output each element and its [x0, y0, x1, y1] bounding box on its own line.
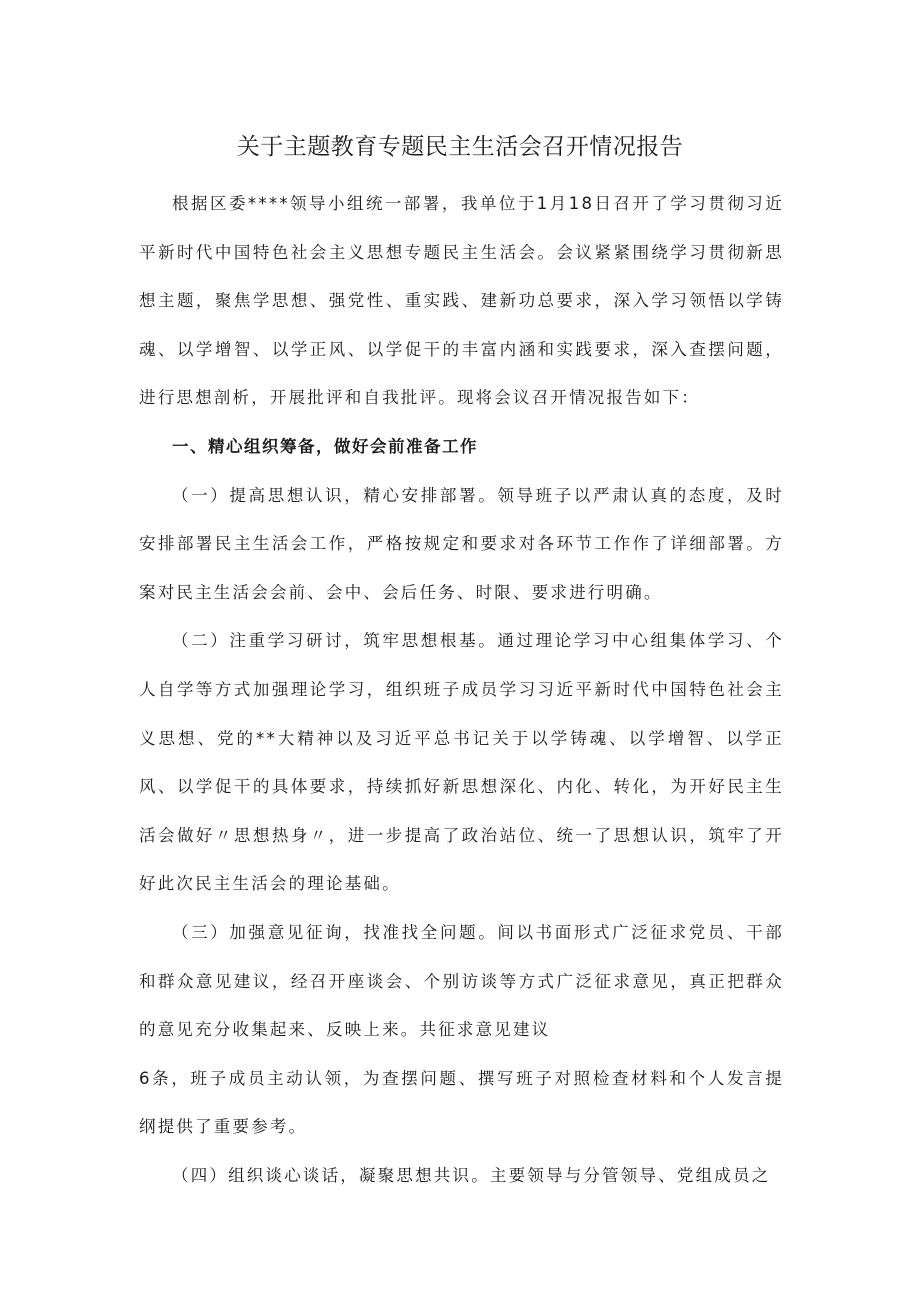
paragraph-item-4: （四）组织谈心谈话，凝聚思想共识。主要领导与分管领导、党组成员之	[172, 1165, 771, 1185]
document-title: 关于主题教育专题民主生活会召开情况报告	[236, 134, 684, 160]
document-body	[139, 180, 784, 1200]
paragraph-item-3-continued: 6条，班子成员主动认领，为查摆问题、撰写班子对照检查材料和个人发言提纲提供了重要参考。	[139, 1068, 784, 1137]
paragraph-item-1: （一）提高思想认识，精心安排部署。领导班子以严肃认真的态度，及时安排部署民主生活会工作，严格按规定和要求对各环节工作作了详细部署。方案对民主生活会会前、会中、会后任务、时限、要求进行明确。	[139, 485, 784, 602]
paragraph-item-3: （三）加强意见征询，找准找全问题。间以书面形式广泛征求党员、干部和群众意见建议，经召开座谈会、个别访谈等方式广泛征求意见，真正把群众的意见充分收集起来、反映上来。共征求意见建议	[139, 922, 784, 1040]
intro-paragraph: 根据区委****领导小组统一部署，我单位于1月18日召开了学习贯彻习近平新时代中国特色社会主义思想专题民主生活会。会议紧紧围绕学习贯彻新思想主题，聚焦学思想、强党性、重实践、建新功总要求，深入学习领悟以学铸魂、以学增智、以学正风、以学促干的丰富内涵和实践要求，深入查摆问题，进行思想剖析，开展批评和自我批评。现将会议召开情况报告如下：	[139, 194, 784, 408]
section-heading-1: 一、精心组织筹备，做好会前准备工作	[172, 436, 478, 456]
paragraph-item-2: （二）注重学习研讨，筑牢思想根基。通过理论学习中心组集体学习、个人自学等方式加强理论学习，组织班子成员学习习近平新时代中国特色社会主义思想、党的**大精神以及习近平总书记关于以学铸魂、以学增智、以学正风、以学促干的具体要求，持续抓好新思想深化、内化、转化，为开好民主生活会做好〃思想热身〃，进一步提高了政治站位、统一了思想认识，筑牢了开好此次民主生活会的理论基础。	[139, 631, 784, 894]
